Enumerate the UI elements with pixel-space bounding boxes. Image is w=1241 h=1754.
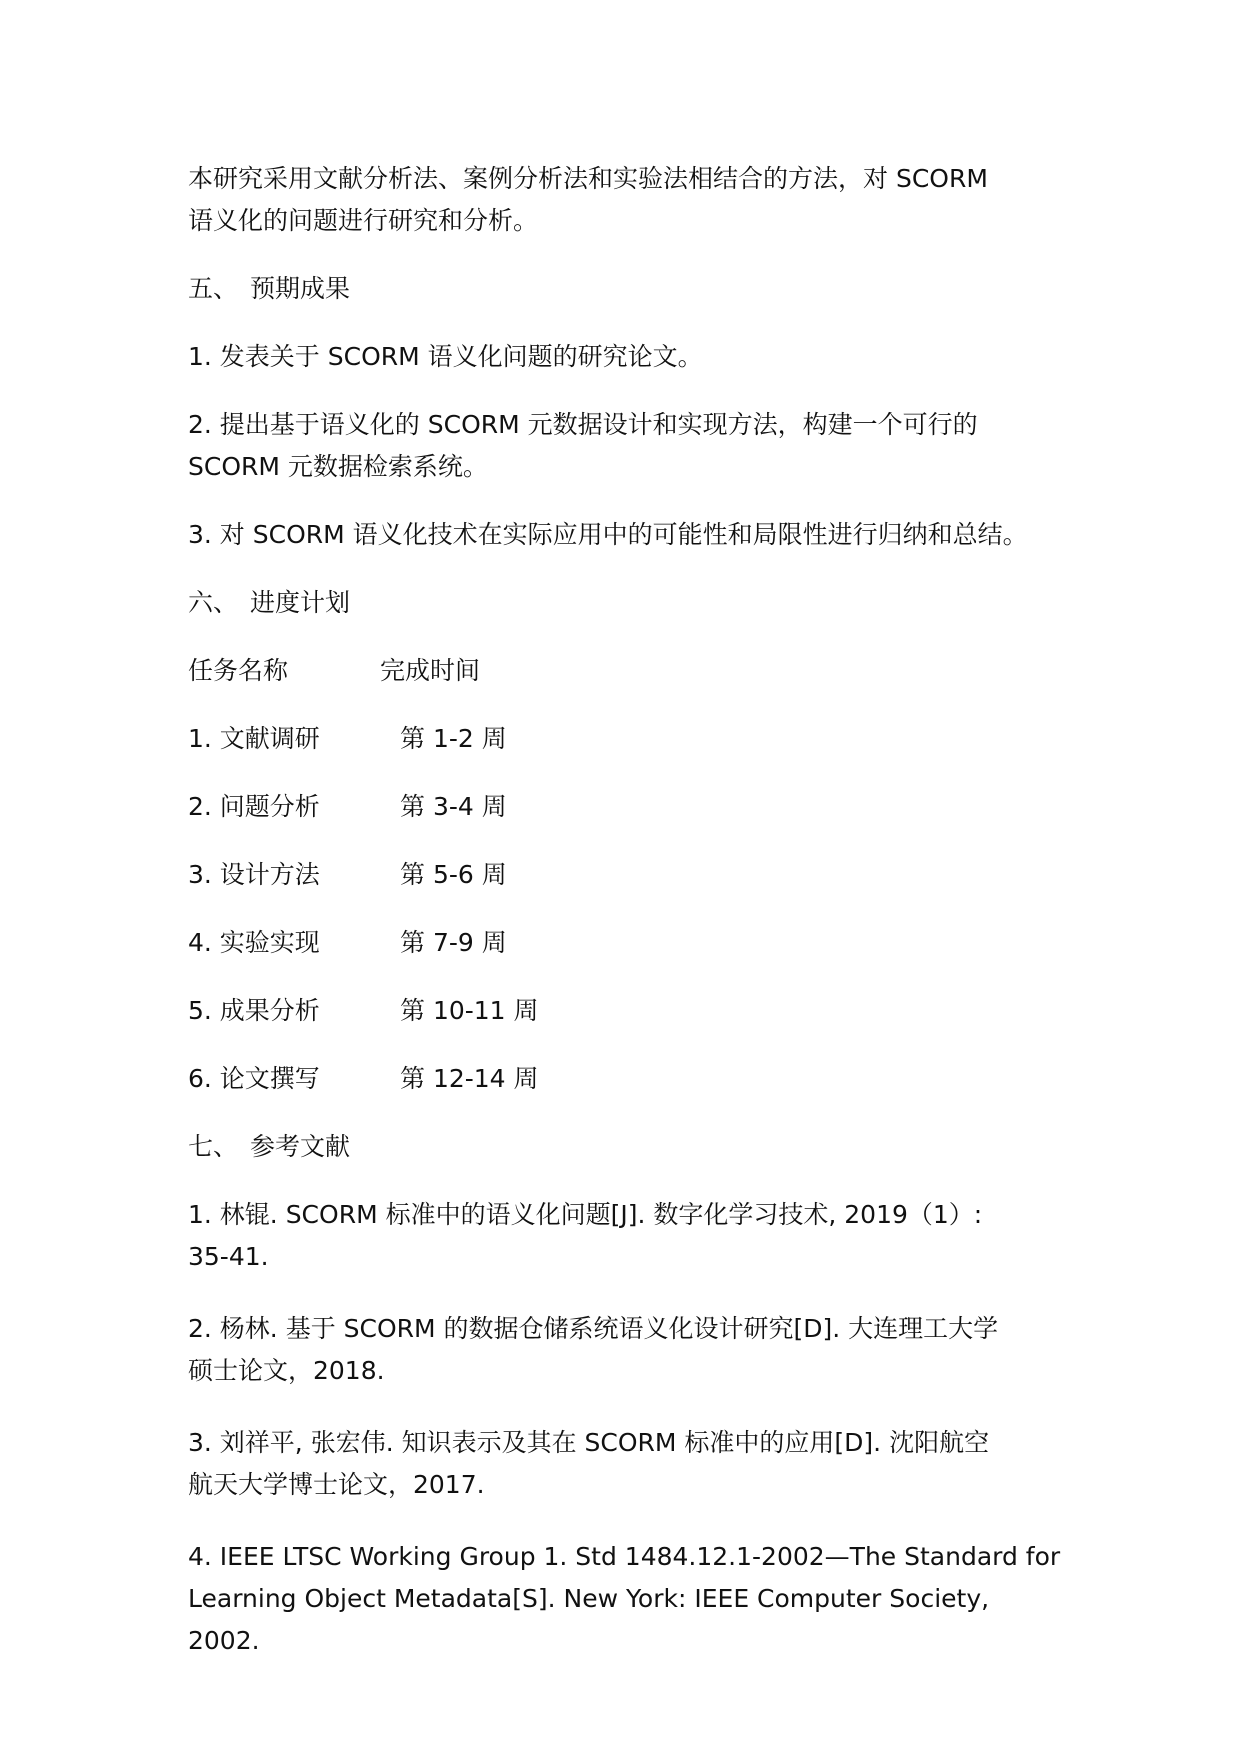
section-number: 五、 — [188, 274, 239, 303]
intro-line-1: 本研究采用文献分析法、案例分析法和实验法相结合的方法，对 SCORM — [188, 164, 988, 193]
schedule-task: 3. 设计方法 — [188, 860, 320, 889]
section-number: 六、 — [188, 588, 239, 617]
reference-line: 2. 杨林. 基于 SCORM 的数据仓储系统语义化设计研究[D]. 大连理工大学 — [188, 1314, 999, 1343]
section-heading-schedule — [188, 582, 1068, 624]
schedule-task: 6. 论文撰写 — [188, 1064, 320, 1093]
expected-result-item — [188, 514, 1068, 556]
schedule-time: 第 5-6 周 — [400, 860, 507, 889]
section-number: 七、 — [188, 1132, 239, 1161]
section-title: 预期成果 — [250, 274, 351, 303]
reference-item — [188, 1308, 1068, 1392]
document-content — [188, 158, 1068, 1692]
reference-item — [188, 1194, 1068, 1278]
schedule-header-task: 任务名称 — [188, 656, 289, 685]
expected-result-item — [188, 404, 1068, 488]
schedule-time: 第 1-2 周 — [400, 724, 507, 753]
reference-line: 4. IEEE LTSC Working Group 1. Std 1484.12.1-2002—The Standard for — [188, 1542, 1061, 1571]
schedule-row — [188, 854, 1068, 896]
schedule-row — [188, 990, 1068, 1032]
reference-line: 35-41. — [188, 1242, 269, 1271]
schedule-row — [188, 786, 1068, 828]
section-heading-references — [188, 1126, 1068, 1168]
schedule-time: 第 7-9 周 — [400, 928, 507, 957]
section-title: 参考文献 — [250, 1132, 351, 1161]
schedule-task: 2. 问题分析 — [188, 792, 320, 821]
schedule-table-header — [188, 650, 1068, 692]
expected-result-line: 3. 对 SCORM 语义化技术在实际应用中的可能性和局限性进行归纳和总结。 — [188, 520, 1028, 549]
expected-result-item — [188, 336, 1068, 378]
reference-line: 航天大学博士论文，2017. — [188, 1470, 485, 1499]
schedule-row — [188, 1058, 1068, 1100]
schedule-time: 第 3-4 周 — [400, 792, 507, 821]
reference-line: Learning Object Metadata[S]. New York: IEEE Computer Society, 2002. — [188, 1584, 990, 1655]
expected-result-line: SCORM 元数据检索系统。 — [188, 452, 488, 481]
reference-line: 3. 刘祥平, 张宏伟. 知识表示及其在 SCORM 标准中的应用[D]. 沈阳航空 — [188, 1428, 990, 1457]
reference-line: 硕士论文，2018. — [188, 1356, 385, 1385]
section-heading-expected-results — [188, 268, 1068, 310]
reference-item — [188, 1536, 1068, 1662]
schedule-task: 4. 实验实现 — [188, 928, 320, 957]
schedule-header-time: 完成时间 — [380, 656, 481, 685]
schedule-row — [188, 718, 1068, 760]
expected-result-line: 2. 提出基于语义化的 SCORM 元数据设计和实现方法，构建一个可行的 — [188, 410, 978, 439]
reference-line: 1. 林锟. SCORM 标准中的语义化问题[J]. 数字化学习技术, 2019（1）: — [188, 1200, 983, 1229]
schedule-row — [188, 922, 1068, 964]
reference-item — [188, 1422, 1068, 1506]
intro-paragraph — [188, 158, 1068, 242]
section-title: 进度计划 — [250, 588, 351, 617]
schedule-time: 第 10-11 周 — [400, 996, 539, 1025]
schedule-task: 5. 成果分析 — [188, 996, 320, 1025]
schedule-time: 第 12-14 周 — [400, 1064, 539, 1093]
intro-line-2: 语义化的问题进行研究和分析。 — [188, 206, 539, 235]
schedule-task: 1. 文献调研 — [188, 724, 320, 753]
expected-result-line: 1. 发表关于 SCORM 语义化问题的研究论文。 — [188, 342, 703, 371]
